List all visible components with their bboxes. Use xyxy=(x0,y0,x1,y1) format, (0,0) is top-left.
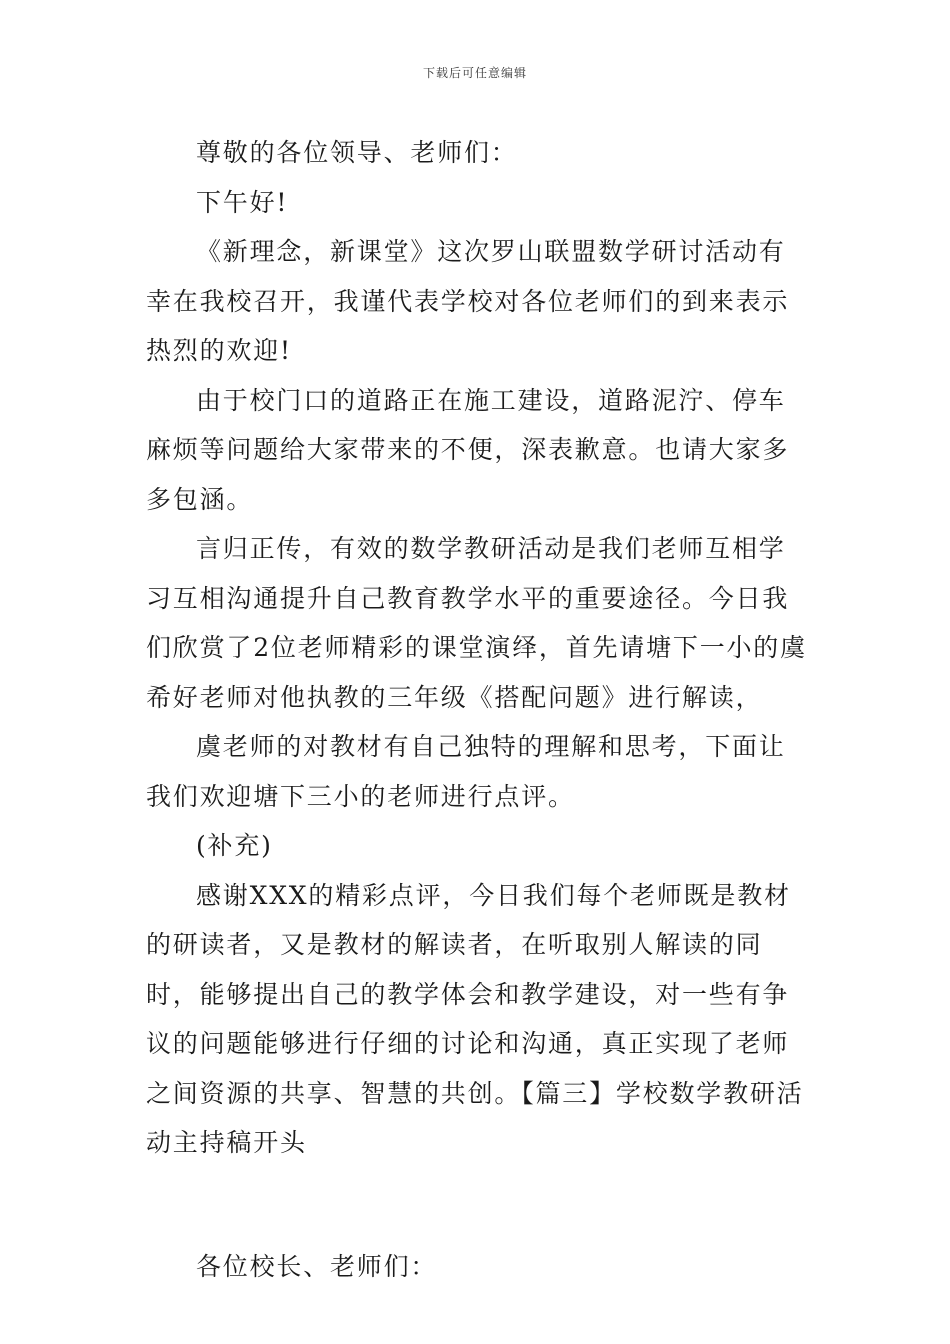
closing-salutation: 各位校长、老师们： xyxy=(196,1251,438,1281)
document-body xyxy=(146,128,810,1291)
paragraph-supplement: (补充) xyxy=(196,831,273,860)
paragraph-welcome: 《新理念，新课堂》这次罗山联盟数学研讨活动有幸在我校召开，我谨代表学校对各位老师们的到来表示热烈的欢迎! xyxy=(146,237,790,365)
paragraph-review: 虞老师的对教材有自己独特的理解和思考，下面让我们欢迎塘下三小的老师进行点评。 xyxy=(146,732,786,811)
paragraph-thanks: 感谢XXX的精彩点评，今日我们每个老师既是教材的研读者，又是教材的解读者，在听取别人解读的同时，能够提出自己的教学体会和教学建设，对一些有争议的问题能够进行仔细的讨论和沟通，真正实现了老师之间资源的共享、智慧的共创。【篇三】学校数学教研活动主持稿开头 xyxy=(146,880,804,1157)
page-header-note: 下载后可任意编辑 xyxy=(422,66,527,80)
paragraph-introduction: 言归正传，有效的数学教研活动是我们老师互相学习互相沟通提升自己教育教学水平的重要途径。今日我们欣赏了2位老师精彩的课堂演绎，首先请塘下一小的虞希好老师对他执教的三年级《搭配问题》进行解读， xyxy=(146,534,807,712)
paragraph-apology: 由于校门口的道路正在施工建设，道路泥泞、停车麻烦等问题给大家带来的不便，深表歉意。也请大家多多包涵。 xyxy=(146,385,790,514)
greeting: 下午好! xyxy=(196,187,289,217)
section-gap xyxy=(146,1168,810,1242)
salutation: 尊敬的各位领导、老师们： xyxy=(196,138,518,167)
